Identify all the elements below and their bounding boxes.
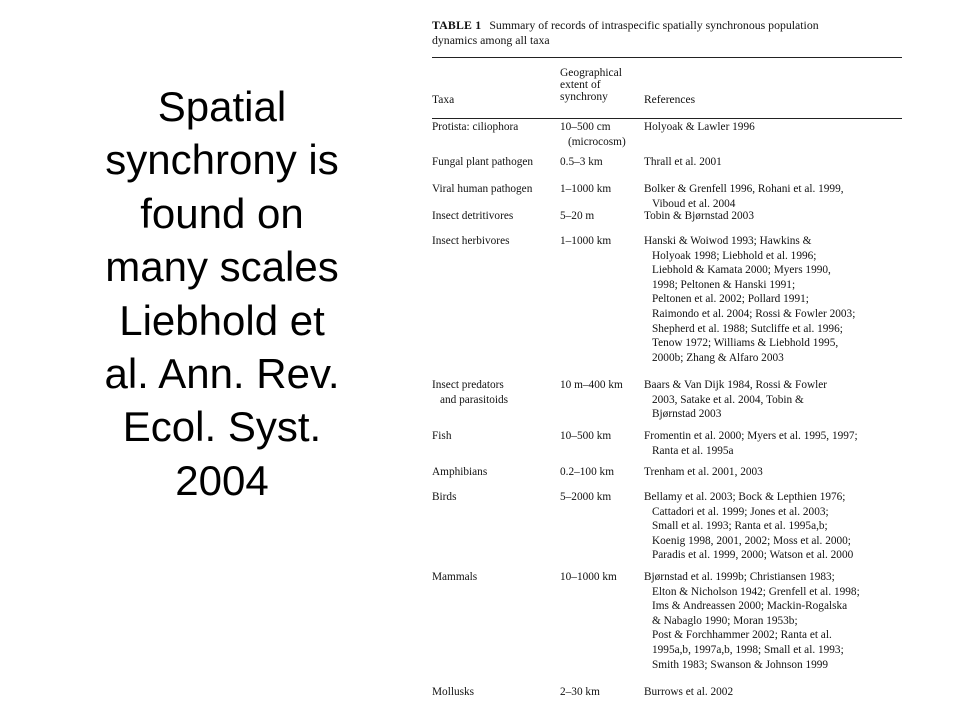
- cell-line: Paradis et al. 1999, 2000; Watson et al. 2000: [652, 549, 854, 562]
- extent-cell: [560, 182, 611, 197]
- cell-line: 10 m–400 km: [560, 379, 623, 391]
- cell-line: Insect predators: [432, 379, 504, 391]
- taxa-cell: [432, 234, 509, 249]
- cell-line: Cattadori et al. 1999; Jones et al. 2003;: [652, 505, 829, 518]
- cell-line: Mollusks: [432, 686, 475, 698]
- cell-line: Insect detritivores: [432, 210, 514, 222]
- cell-line: Birds: [432, 491, 457, 503]
- taxa-cell: [432, 429, 451, 444]
- cell-line: (microcosm): [568, 135, 626, 148]
- cell-line: Mammals: [432, 571, 478, 583]
- caption-text-line1: Summary of records of intraspecific spatially synchronous population: [489, 18, 819, 32]
- extent-cell: [560, 465, 614, 480]
- cell-line: 1–1000 km: [560, 183, 612, 195]
- cell-line: Smith 1983; Swanson & Johnson 1999: [652, 658, 829, 671]
- table-figure: [426, 16, 900, 712]
- cell-line: Fungal plant pathogen: [432, 156, 534, 168]
- title-line: found on: [140, 189, 304, 237]
- cell-line: Trenham et al. 2001, 2003: [644, 466, 763, 478]
- taxa-cell: [432, 465, 487, 480]
- column-header-taxa: [432, 94, 454, 106]
- title-line: Ecol. Syst.: [122, 403, 322, 451]
- cell-line: Post & Forchhammer 2002; Ranta et al.: [652, 629, 832, 642]
- cell-line: Peltonen et al. 2002; Pollard 1991;: [652, 293, 809, 306]
- header-text: Taxa: [432, 94, 455, 106]
- cell-line: & Nabaglo 1990; Moran 1953b;: [652, 614, 798, 627]
- references-cell: [644, 429, 858, 458]
- header-text: References: [644, 94, 696, 106]
- extent-cell: [560, 490, 611, 505]
- references-cell: [644, 378, 827, 422]
- cell-line: Bjørnstad 2003: [652, 408, 722, 421]
- references-cell: [644, 490, 853, 563]
- references-cell: [644, 182, 844, 211]
- cell-line: Holyoak 1998; Liebhold et al. 1996;: [652, 249, 817, 262]
- cell-line: Thrall et al. 2001: [644, 156, 722, 168]
- extent-cell: [560, 685, 600, 700]
- references-cell: [644, 120, 755, 135]
- cell-line: 2003, Satake et al. 2004, Tobin &: [652, 393, 804, 406]
- column-header-references: [644, 94, 695, 106]
- cell-line: 5–2000 km: [560, 491, 612, 503]
- cell-line: Liebhold & Kamata 2000; Myers 1990,: [652, 264, 831, 277]
- table-caption: [432, 18, 900, 48]
- cell-line: 0.5–3 km: [560, 156, 603, 168]
- cell-line: and parasitoids: [440, 393, 509, 406]
- slide-title: [52, 80, 392, 507]
- references-cell: [644, 234, 855, 365]
- header-text: synchrony: [560, 91, 608, 103]
- taxa-cell: [432, 685, 474, 700]
- column-header-extent: [560, 67, 622, 103]
- cell-line: Tenow 1972; Williams & Liebhold 1995,: [652, 337, 839, 350]
- cell-line: 5–20 m: [560, 210, 595, 222]
- cell-line: Burrows et al. 2002: [644, 686, 734, 698]
- title-line: 2004: [175, 456, 269, 504]
- cell-line: Insect herbivores: [432, 235, 510, 247]
- cell-line: Raimondo et al. 2004; Rossi & Fowler 2003;: [652, 307, 856, 320]
- extent-cell: [560, 429, 611, 444]
- taxa-cell: [432, 209, 513, 224]
- cell-line: Tobin & Bjørnstad 2003: [644, 210, 754, 222]
- cell-line: Koenig 1998, 2001, 2002; Moss et al. 2000;: [652, 534, 851, 547]
- title-line: Spatial: [157, 83, 287, 130]
- cell-line: Protista: ciliophora: [432, 121, 519, 133]
- cell-line: 0.2–100 km: [560, 466, 614, 478]
- table-header-rule: [432, 118, 902, 119]
- caption-label: TABLE 1: [432, 18, 482, 32]
- extent-cell: [560, 570, 617, 585]
- taxa-cell: [432, 155, 533, 170]
- cell-line: Bolker & Grenfell 1996, Rohani et al. 1999,: [644, 183, 844, 195]
- extent-cell: [560, 234, 611, 249]
- table-top-rule: [432, 57, 902, 58]
- caption-text-line2: dynamics among all taxa: [432, 33, 550, 47]
- cell-line: Small et al. 1993; Ranta et al. 1995a,b;: [652, 520, 828, 533]
- cell-line: Baars & Van Dijk 1984, Rossi & Fowler: [644, 379, 828, 391]
- cell-line: 1998; Peltonen & Hanski 1991;: [652, 278, 796, 291]
- cell-line: 1–1000 km: [560, 235, 612, 247]
- cell-line: Bjørnstad et al. 1999b; Christiansen 1983;: [644, 571, 835, 583]
- cell-line: 10–500 km: [560, 430, 612, 442]
- cell-line: 10–500 cm: [560, 121, 611, 133]
- header-text: extent of: [560, 79, 601, 91]
- cell-line: 2–30 km: [560, 686, 600, 698]
- cell-line: Viboud et al. 2004: [652, 197, 736, 210]
- header-text: Geographical: [560, 67, 622, 79]
- cell-line: 10–1000 km: [560, 571, 617, 583]
- references-cell: [644, 155, 722, 170]
- title-line: al. Ann. Rev.: [104, 350, 340, 398]
- references-cell: [644, 570, 860, 672]
- taxa-cell: [432, 182, 532, 197]
- cell-line: Bellamy et al. 2003; Bock & Lepthien 1976;: [644, 491, 846, 503]
- references-cell: [644, 465, 763, 480]
- title-line: many scales: [105, 243, 339, 291]
- taxa-cell: [432, 490, 456, 505]
- cell-line: 2000b; Zhang & Alfaro 2003: [652, 351, 784, 364]
- cell-line: Fish: [432, 430, 452, 442]
- taxa-cell: [432, 378, 508, 407]
- extent-cell: [560, 155, 603, 170]
- references-cell: [644, 685, 733, 700]
- cell-line: Viral human pathogen: [432, 183, 533, 195]
- cell-line: Ranta et al. 1995a: [652, 444, 734, 457]
- cell-line: Hanski & Woiwod 1993; Hawkins &: [644, 235, 812, 247]
- references-cell: [644, 209, 754, 224]
- cell-line: Amphibians: [432, 466, 488, 478]
- cell-line: Fromentin et al. 2000; Myers et al. 1995, 1997;: [644, 430, 858, 442]
- title-line: Liebhold et: [119, 296, 325, 344]
- taxa-cell: [432, 120, 518, 135]
- cell-line: Shepherd et al. 1988; Sutcliffe et al. 1996;: [652, 322, 843, 335]
- extent-cell: [560, 378, 623, 393]
- cell-line: Holyoak & Lawler 1996: [644, 121, 755, 133]
- extent-cell: [560, 120, 626, 149]
- taxa-cell: [432, 570, 477, 585]
- cell-line: 1995a,b, 1997a,b, 1998; Small et al. 1993;: [652, 643, 844, 656]
- cell-line: Ims & Andreassen 2000; Mackin-Rogalska: [652, 600, 848, 613]
- cell-line: Elton & Nicholson 1942; Grenfell et al. 1998;: [652, 585, 860, 598]
- title-line: synchrony is: [105, 136, 339, 184]
- extent-cell: [560, 209, 594, 224]
